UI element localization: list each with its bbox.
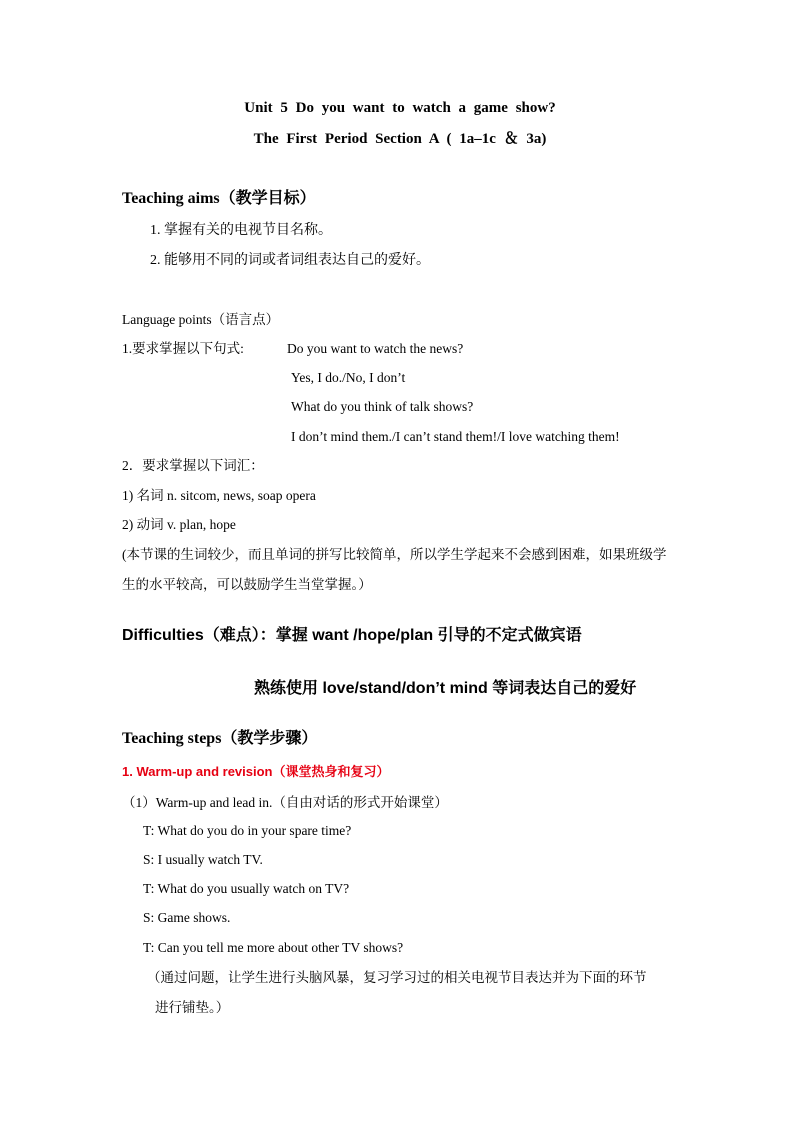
sentence-pattern: What do you think of talk shows? [291,399,474,414]
sentence-patterns-label: 1.要求掌握以下句式: [122,341,244,356]
vocabulary-note: 生的水平较高，可以鼓励学生当堂掌握。） [122,577,372,592]
vocabulary-note: (本节课的生词较少，而且单词的拼写比较简单，所以学生学起来不会感到困难，如果班级学 [122,547,667,562]
difficulties-heading: Difficulties（难点）：掌握 want /hope/plan 引导的不定式做宾语 [122,627,582,644]
vocabulary-nouns: 1) 名词 n. sitcom, news, soap opera [122,488,316,503]
vocabulary-verbs: 2) 动词 v. plan, hope [122,517,236,532]
vocabulary-label: 2．要求掌握以下词汇： [122,458,264,473]
teaching-aim-item: 1. 掌握有关的电视节目名称。 [150,223,332,238]
sentence-pattern: Yes, I do./No, I don’t [291,370,406,385]
step-note: 进行铺垫。） [155,1000,230,1015]
teaching-steps-heading: Teaching steps（教学步骤） [122,730,318,747]
teaching-aim-item: 2. 能够用不同的词或者词组表达自己的爱好。 [150,253,430,268]
teaching-aims-heading: Teaching aims（教学目标） [122,190,316,207]
step-substep: （1）Warm-up and lead in.（自由对话的形式开始课堂） [122,795,448,810]
language-points-heading: Language points（语言点） [122,312,280,327]
dialogue-line: S: Game shows. [143,910,231,925]
step-warm-up-heading: 1. Warm-up and revision（课堂热身和复习） [122,764,390,779]
difficulties-point: 熟练使用 love/stand/don’t mind 等词表达自己的爱好 [254,680,637,697]
dialogue-line: S: I usually watch TV. [143,852,263,867]
dialogue-line: T: What do you usually watch on TV? [143,881,350,896]
sentence-pattern: I don’t mind them./I can’t stand them!/I love watching them! [291,429,620,444]
dialogue-line: T: Can you tell me more about other TV shows? [143,940,404,955]
sentence-pattern: Do you want to watch the news? [287,341,464,356]
page-subtitle: The First Period Section A ( 1a–1c ＆ 3a) [253,131,547,147]
step-note: （通过问题，让学生进行头脑风暴，复习学习过的相关电视节目表达并为下面的环节 [147,970,647,985]
page-title: Unit 5 Do you want to watch a game show? [244,100,556,116]
dialogue-line: T: What do you do in your spare time? [143,823,352,838]
